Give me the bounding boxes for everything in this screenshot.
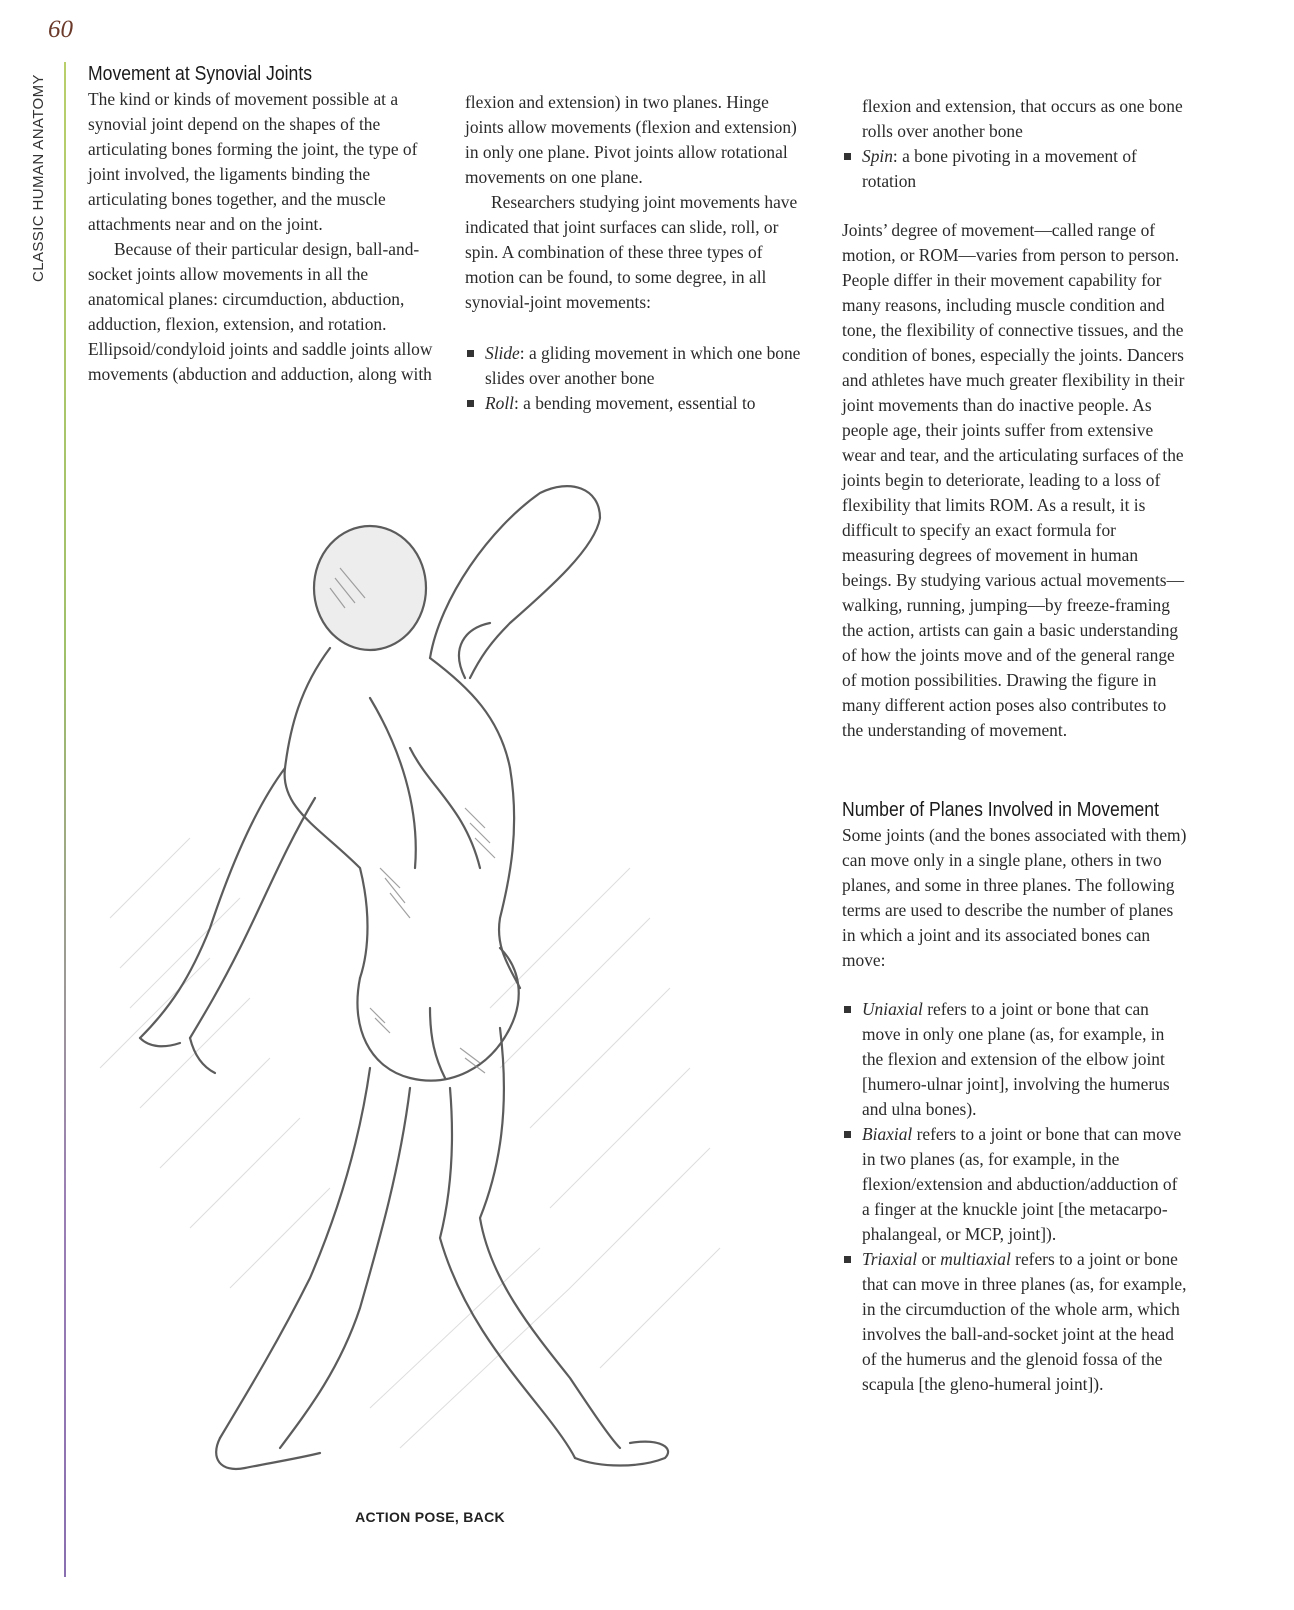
column-2	[465, 90, 810, 416]
list-item-biaxial: Biaxial refers to a joint or bone that can move in two planes (as, for example, in the flexion/extension and abduction/adduction of a finger at the knuckle joint [the metacarpo-phalangeal, or MCP, joint]).	[842, 1122, 1187, 1247]
list-item-spin: Spin: a bone pivoting in a movement of rotation	[842, 144, 1187, 194]
margin-rule	[64, 62, 66, 1577]
paragraph-3: Researchers studying joint movements have indicated that joint surfaces can slide, roll, or spin. A combination of these three types of motion can be found, to some degree, in all synovial-joint movements:	[465, 192, 798, 312]
figure-drawing-action-pose	[70, 448, 740, 1508]
section-heading-planes: Number of Planes Involved in Movement	[842, 799, 1159, 821]
paragraph-2: Because of their particular design, ball-and-socket joints allow movements in all the anatomical planes: circumduction, abduction, adduction, flexion, extension, and rotation. Ellipsoid/condyloid joints and saddle joints allow movements (abduction and adduction, along with	[88, 239, 433, 384]
motion-type-list-continued	[842, 94, 1187, 194]
paragraph-1: The kind or kinds of movement possible at a synovial joint depend on the shapes of the articulating bones forming the joint, the type of joint involved, the ligaments binding the articulating bones together, and the muscle attachments near and on the joint.	[88, 89, 418, 234]
list-item-uniaxial: Uniaxial refers to a joint or bone that can move in only one plane (as, for example, in the flexion and extension of the elbow joint [humero-ulnar joint], involving the humerus and ulna bones).	[842, 997, 1187, 1122]
page-number: 60	[48, 16, 73, 43]
planes-list	[842, 997, 1187, 1397]
list-item-roll-continued: flexion and extension, that occurs as one bone rolls over another bone	[862, 96, 1183, 141]
list-item-slide: Slide: a gliding movement in which one bone slides over another bone	[465, 341, 810, 391]
paragraph-4: Joints’ degree of movement—called range of motion, or ROM—varies from person to person. People differ in their movement capability for many reasons, including muscle condition and tone, the flexibility of connective tissues, and the condition of bones, especially the joints. Dancers and athletes have much greater flexibility in their joint movements than do inactive people. As people age, their joints suffer from extensive wear and tear, and the articulating surfaces of the joints begin to deteriorate, leading to a loss of flexibility that limits ROM. As a result, it is difficult to specify an exact formula for measuring degrees of movement in human beings. By studying various actual movements—walking, running, jumping—by freeze-framing the action, artists can gain a basic understanding of how the joints move and of the general range of motion possibilities. Drawing the figure in many different action poses also contributes to the understanding of movement.	[842, 220, 1185, 740]
running-head: CLASSIC HUMAN ANATOMY	[30, 74, 47, 282]
column-3	[842, 94, 1187, 1397]
figure-caption: ACTION POSE, BACK	[355, 1509, 505, 1525]
paragraph-2-continued: flexion and extension) in two planes. Hinge joints allow movements (flexion and extension) in only one plane. Pivot joints allow rotational movements on one plane.	[465, 92, 797, 187]
list-item-roll: Roll: a bending movement, essential to	[465, 391, 810, 416]
motion-type-list	[465, 341, 810, 416]
column-1	[88, 62, 433, 387]
planes-intro: Some joints (and the bones associated with them) can move only in a single plane, others in two planes, and some in three planes. The following terms are used to describe the number of planes in which a joint and its associated bones can move:	[842, 825, 1187, 970]
section-heading-synovial: Movement at Synovial Joints	[88, 63, 313, 85]
list-item-triaxial: Triaxial or multiaxial refers to a joint or bone that can move in three planes (as, for example, in the circumduction of the whole arm, which involves the ball-and-socket joint at the head of the humerus and the glenoid fossa of the scapula [the gleno-humeral joint]).	[842, 1247, 1187, 1397]
